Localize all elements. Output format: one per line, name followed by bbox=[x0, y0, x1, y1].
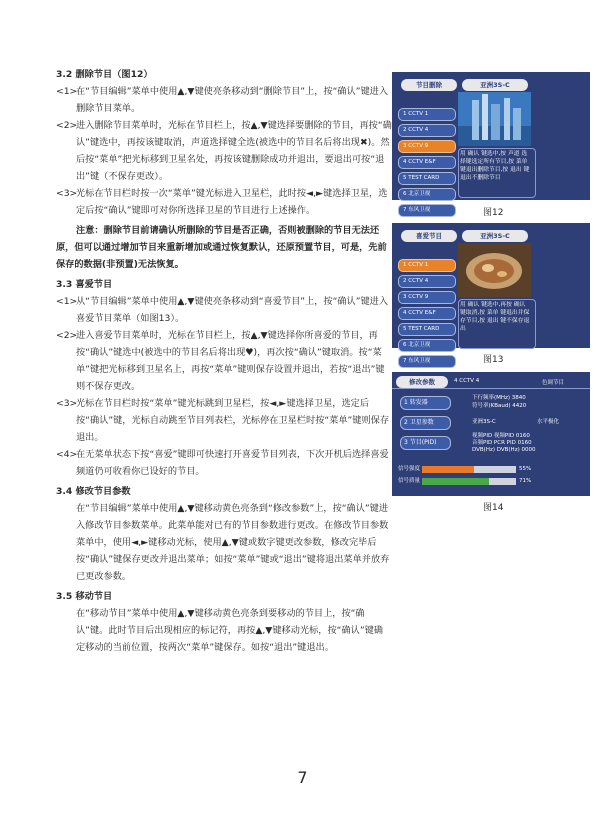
item-number: <2> bbox=[56, 120, 78, 131]
item-number: <1> bbox=[56, 296, 78, 307]
section-3-4-text: 在“节目编辑”菜单中使用▲,▼键移动黄色亮条到“修改参数”上，按“确认”键进入修改节目参数菜单。此菜单能对已有的节目参数进行更改。在修改节目参数菜单中，使用◄,►键移动光标，使用▲,▼键或数字键更改参数，修改完毕后按“确认”键保存更改并退出菜单；如按“菜单”键或“退出”键将退出菜单并放弃已更改参数。 bbox=[76, 503, 390, 582]
section-3-4-heading: 3.4 修改节目参数 bbox=[56, 486, 131, 497]
channel-item-selected[interactable]: 1 CCTV 1 bbox=[398, 259, 456, 272]
section-3-5-heading: 3.5 移动节目 bbox=[56, 591, 113, 602]
channel-item[interactable]: 3 CCTV 9 bbox=[398, 291, 456, 304]
figure-14-caption: 图14 bbox=[483, 503, 504, 513]
item-text: 进入喜爱节目菜单时，光标在节目栏上，按▲,▼键选择你所喜爱的节目，再按“确认”键选中(被选中的节目名后将出现♥)，再次按“确认”键取消。按“菜单”键把光标移到卫星名上，再按“菜单”键则保存设置并退出，若按“退出”键则不保存更改。 bbox=[76, 330, 385, 392]
mode-label: 色调节目 bbox=[542, 380, 565, 386]
list-item bbox=[56, 446, 392, 480]
section-3-3-heading: 3.3 喜爱节目 bbox=[56, 279, 113, 290]
param-value: 音频PID PCR PID 0160 bbox=[472, 440, 532, 446]
signal-fill bbox=[422, 466, 474, 473]
channel-item[interactable]: 5 TEST CARD bbox=[398, 323, 456, 336]
list-item bbox=[56, 83, 392, 117]
list-item bbox=[56, 327, 392, 395]
item-number: <3> bbox=[56, 188, 78, 199]
tv-preview-image bbox=[458, 92, 531, 146]
section-3-2-heading: 3.2 删除节目（图12） bbox=[56, 69, 153, 80]
channel-item[interactable]: 7 东风卫视 bbox=[398, 204, 456, 217]
satellite-title: 亚洲3S-C bbox=[462, 230, 528, 242]
list-item bbox=[56, 117, 392, 185]
quality-percent: 71% bbox=[519, 478, 532, 484]
channel-item[interactable]: 7 东风卫视 bbox=[398, 355, 456, 368]
section-3-5-text: 在“移动节目”菜单中使用▲,▼键移动黄色亮条到要移动的节目上，按“确认”键。此时节目后出现相应的标记符，再按▲,▼键移动光标，按“确认”键确定移动的当前位置，按两次“菜单”键保存。如按“退出”键退出。 bbox=[76, 608, 383, 653]
param-value: 水平极化 bbox=[537, 419, 560, 425]
warning-note: 注意：删除节目前请确认所删除的节目是否正确，否则被删除的节目无法还原，但可以通过增加节目来重新增加或通过恢复默认，还原预置节目，可是，先前保存的数据(非预置)无法恢复。 bbox=[56, 225, 387, 270]
signal-percent: 55% bbox=[519, 466, 532, 472]
channel-item[interactable]: 6 北京卫视 bbox=[398, 339, 456, 352]
list-item bbox=[56, 293, 392, 327]
row-transponder[interactable]: 1 转发器 bbox=[400, 396, 451, 410]
quality-bar bbox=[422, 478, 516, 485]
channel-item[interactable]: 2 CCTV 4 bbox=[398, 275, 456, 288]
item-text: 光标在节目栏时按“菜单”键光标跳到卫星栏，按◄,►键选择卫星，选定后按“确认”键，光标自动跳至节目列表栏，光标停在卫星栏时按“菜单”键则保存退出。 bbox=[76, 398, 390, 443]
list-item bbox=[56, 185, 392, 219]
param-value: 视频PID 视频PID 0160 bbox=[472, 433, 530, 439]
param-value: 亚洲3S-C bbox=[472, 419, 496, 425]
signal-bar bbox=[422, 466, 516, 473]
item-text: 在无菜单状态下按“喜爱”键即可快速打开喜爱节目列表，下次开机后选择喜爱频道仍可收看你已设好的节目。 bbox=[76, 449, 389, 477]
channel-item[interactable]: 4 CCTV E&F bbox=[398, 156, 456, 169]
item-number: <4> bbox=[56, 449, 78, 460]
hint-text: 用 确认 键选中,按 声道 选择键选定所有节目,按 菜单 键退出删除节目,按 退出 键退出不删除节目 bbox=[460, 151, 530, 181]
row-satellite[interactable]: 2 卫星参数 bbox=[400, 416, 451, 430]
menu-title: 修改参数 bbox=[396, 376, 448, 388]
channel-item[interactable]: 4 CCTV E&F bbox=[398, 307, 456, 320]
divider bbox=[392, 388, 590, 389]
item-number: <3> bbox=[56, 398, 78, 409]
item-number: <1> bbox=[56, 86, 78, 97]
channel-item[interactable]: 5 TEST CARD bbox=[398, 172, 456, 185]
param-value: DVB(Hz) DVB(Hz) 0000 bbox=[472, 447, 536, 453]
tv-preview-image bbox=[458, 243, 531, 297]
signal-label: 信号强度 bbox=[398, 466, 421, 472]
list-item bbox=[56, 395, 392, 446]
channel-item-selected[interactable]: 3 CCTV 9 bbox=[398, 140, 456, 153]
item-text: 光标在节目栏时按一次“菜单”键光标进入卫星栏，此时按◄,►键选择卫星，选定后按“确认”键即可对你所选择卫星的节目进行上述操作。 bbox=[76, 188, 388, 216]
param-value: 下行频率(MHz) 3840 bbox=[472, 395, 526, 401]
channel-list bbox=[398, 108, 456, 220]
row-pid[interactable]: 3 节目(PID) bbox=[400, 436, 451, 450]
text-column bbox=[56, 66, 392, 656]
channel-item[interactable]: 2 CCTV 4 bbox=[398, 124, 456, 137]
page-number: 7 bbox=[297, 768, 308, 787]
item-text: 在“节目编辑”菜单中使用▲,▼键使亮条移动到“删除节目”上，按“确认”键进入删除节目菜单。 bbox=[76, 86, 389, 114]
figure-12-caption: 图12 bbox=[483, 208, 504, 218]
channel-item[interactable]: 1 CCTV 1 bbox=[398, 108, 456, 121]
channel-label: 4 CCTV 4 bbox=[454, 378, 480, 384]
param-value: 符号率(KBaud) 4420 bbox=[472, 403, 527, 409]
menu-title: 节目删除 bbox=[401, 79, 457, 91]
item-number: <2> bbox=[56, 330, 78, 341]
item-text: 从“节目编辑”菜单中使用▲,▼键使亮条移动到“喜爱节目”上，按“确认”键进入喜爱节目菜单（如图13）。 bbox=[76, 296, 389, 324]
figure-13-caption: 图13 bbox=[483, 355, 504, 365]
channel-list bbox=[398, 259, 456, 371]
hint-text: 用 确认 键选中,再按 确认 键取消,按 菜单 键退出并保存节目,按 退出 键不保存退出 bbox=[460, 302, 530, 332]
quality-fill bbox=[422, 478, 489, 485]
item-text: 进入删除节目菜单时，光标在节目栏上，按▲,▼键选择要删除的节目，再按“确认”键选中，再按该键取消，声道选择键全选(被选中的节目名后将出现✖)。然后按“菜单”把光标移到卫星名处，再按该键删除成功并退出，要退出可按“退出”键（不保存更改）。 bbox=[76, 120, 392, 182]
satellite-title: 亚洲3S-C bbox=[462, 79, 528, 91]
figure-14-screen bbox=[392, 372, 590, 496]
menu-title: 喜爱节目 bbox=[401, 230, 457, 242]
channel-item[interactable]: 6 北京卫视 bbox=[398, 188, 456, 201]
quality-label: 信号质量 bbox=[398, 478, 421, 484]
